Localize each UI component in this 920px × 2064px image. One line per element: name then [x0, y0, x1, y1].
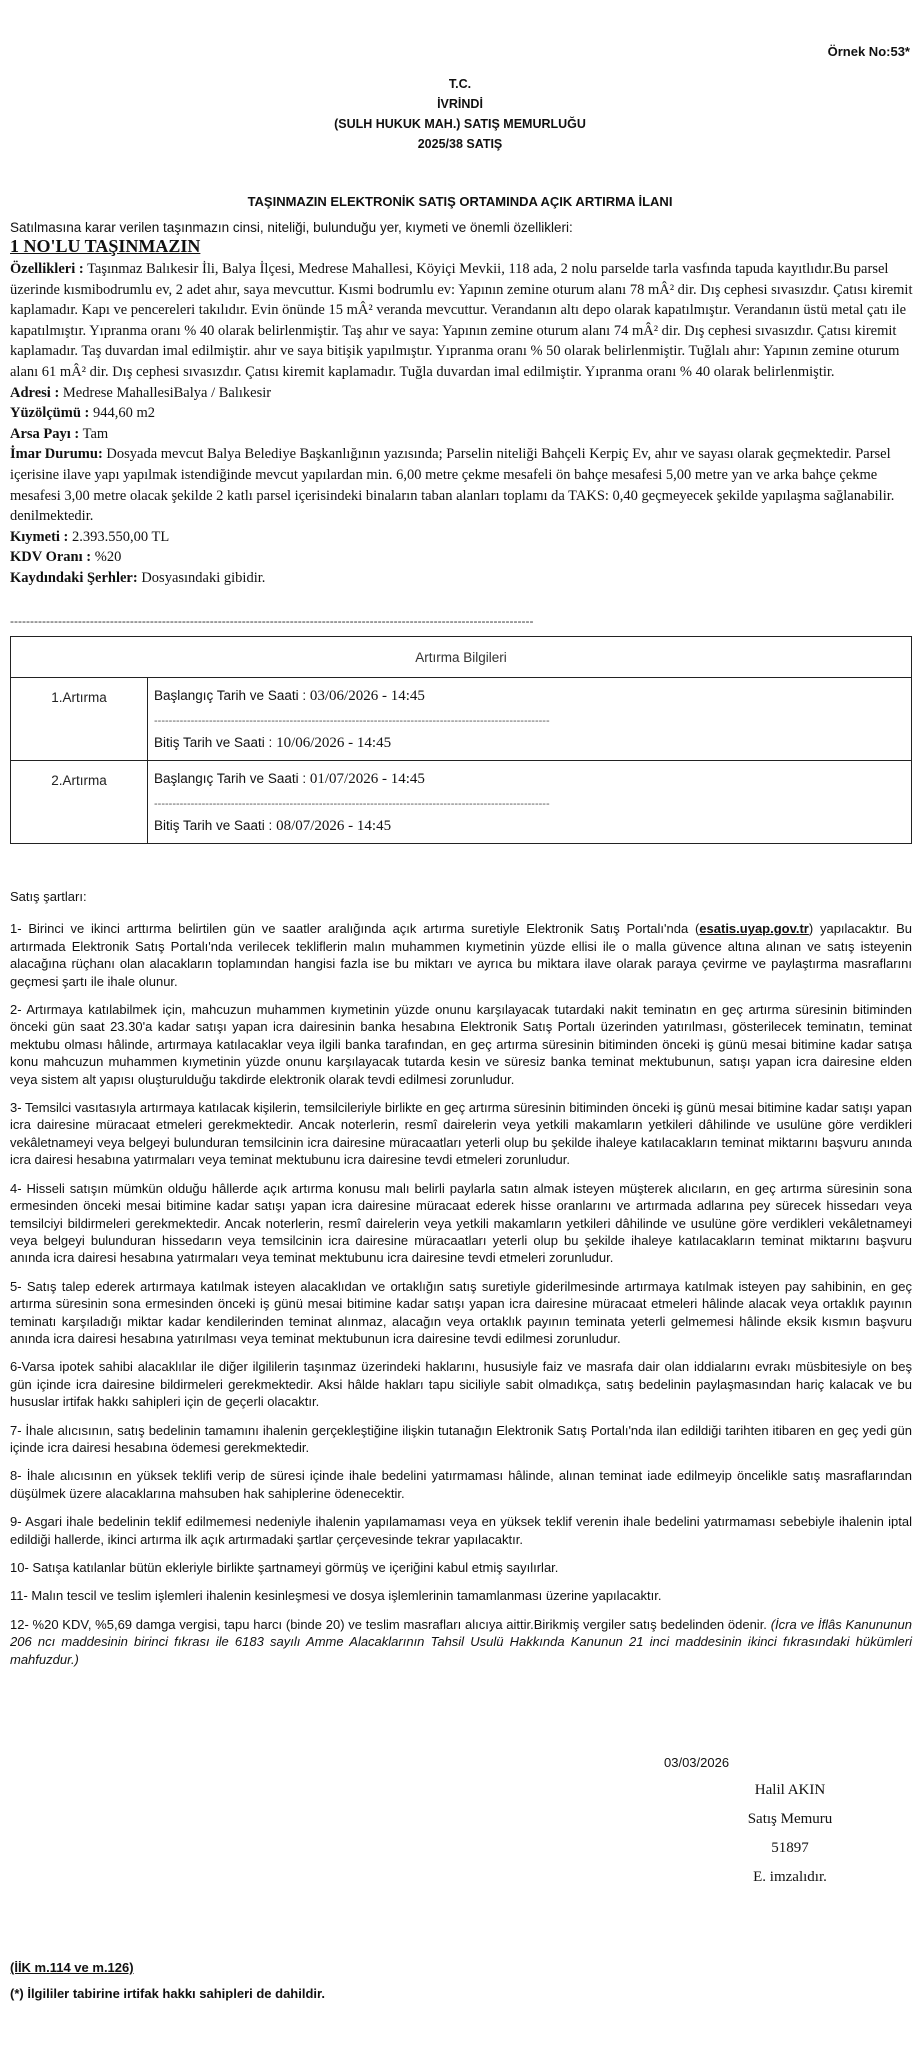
auction-table-header: Artırma Bilgileri: [11, 637, 912, 678]
property-annotations: [10, 568, 916, 589]
header-district: İVRİNDİ: [437, 97, 483, 111]
features-label: Özellikleri :: [10, 261, 84, 277]
signature-block: [690, 1776, 890, 1892]
address-label: Adresi :: [10, 384, 60, 401]
document-header: [10, 74, 910, 154]
term-4: 4- Hisseli satışın mümkün olduğu hâllerde açık artırma konusu malı belirli paylarla satın almak isteyen müşterek alıcıların, en geç artırma süresinin sona ermesinden önceki mesai bitimine kadar satışı yapan icra dairesine müracaat ederek hisse oranlarını ve artırmada adlarına pey sürecek hissedarı veya temsilciyi bildirmeleri gerekmektedir. Ancak noterlerin, resmî dairelerin veya yetkili makamların yetkileri dâhilinde ve usulüne göre verdikleri vekâletnameyi veya belgeyi bulunduran hissedarın veya temsilcinin icra dairesine müracaatları yeterli olup bu şekilde ihaleye katılacakların teminat miktarını başvuru anında icra dairesi hesabına yatırmaları veya teminat mektubunu icra dairesine tevdi etmeleri zorunludur.: [10, 1180, 912, 1266]
area-value: 944,60 m2: [92, 405, 156, 422]
term-7: 7- İhale alıcısının, satış bedelinin tamamını ihalenin gerçekleştiğine ilişkin tutanağın Elektronik Satış Portalı'nda ilan edildiği tarihten itibaren en geç yedi gün içinde icra dairesi hesabına ödemesi gerekmektedir.: [10, 1422, 912, 1455]
auction-row-2: [11, 761, 912, 844]
auction-end: [154, 735, 905, 752]
term-1-pre: 1- Birinci ve ikinci arttırma belirtilen gün ve saatler aralığında açık artırma suretiyle Elektronik Satış Portalı'nda (: [10, 921, 700, 937]
header-office: (SULH HUKUK MAH.) SATIŞ MEMURLUĞU: [334, 117, 586, 131]
auction-table: [10, 636, 912, 844]
signature-date: 03/03/2026: [664, 1755, 730, 1770]
start-label: Başlangıç Tarih ve Saati :: [154, 688, 307, 703]
auction-dates: [148, 678, 912, 761]
share-label: Arsa Payı :: [10, 425, 80, 442]
features-value: Taşınmaz Balıkesir İli, Balya İlçesi, Medrese Mahallesi, Köyiçi Mevkii, 118 ada, 2 nolu parselde tarla vasfında tapuda kayıtlıdır.Bu parsel üzerinde kısmibodrumlu ev, 2 adet ahır, saya mevcuttur. Kısmi bodrumlu ev: Yapının zemine oturum alanı 78 mÂ² dir. Dış cephesi sıvasızdır. Çatısı kiremit kaplamadır. Kapı ve pencereleri takılıdır. Evin önünde 15 mÂ² veranda mevcuttur. Verandanın altı depo olarak kapatılmıştır. Verandanın üstü metal çatı ile kapatılmıştır. Yıpranma oranı % 40 olarak belirlenmiştir. Taş ahır ve saya: Yapının zemine oturum alanı 74 mÂ² dir. Dış cephesi sıvasızdır. Çatısı kiremit kaplamadır. Taş duvardan imal edilmiştir. ahır ve saya bitişik yapılmıştır. Yıpranma oranı % 50 olarak belirlenmiştir. Tuğlalı ahır: Yapının zemine oturum alanı 61 mÂ² dir. Dış cephesi sıvasızdır. Çatısı kiremit kaplamadır. Tuğla duvardan imal edilmiştir. Yıpranma oranı % 40 olarak belirlenmiştir.: [10, 261, 913, 380]
end-value: 10/06/2026 - 14:45: [276, 735, 392, 751]
lot-title: 1 NO'LU TAŞINMAZIN: [10, 236, 201, 256]
term-1: [10, 920, 912, 990]
signer-name: Halil AKIN: [754, 1782, 826, 1798]
term-5: 5- Satış talep ederek artırmaya katılmak isteyen alacaklıdan ve ortaklığın satış suretiyle giderilmesinde artırmaya katılmak isteyen pay sahibinin, en geç artırma süresinin sona ermesinden önceki iş günü mesai bitimine kadar satışı yapan icra dairesine müracaat etmeleri hâlinde alacak veya ortaklık payının teminatı karşıladığı miktar kadar kendilerinden teminat alınmaz, alacağın veya ortaklık payının teminata yeterli gelmemesi hâlinde eksik kısmın başvuru anında icra dairesi hesabına yatırılması veya teminat mektubunun icra dairesine tevdi edilmesi zorunludur.: [10, 1278, 912, 1346]
annotations-value: Dosyasındaki gibidir.: [141, 569, 266, 586]
row-separator: ------------------------------------------------------------------------------------------------------------: [154, 715, 550, 727]
vat-value: %20: [94, 549, 122, 566]
property-share: [10, 424, 916, 445]
annotations-label: Kaydındaki Şerhler:: [10, 569, 138, 586]
term-12-note: (İcra ve İflâs Kanununun 206 ncı maddesinin birinci fıkrası ile 6183 sayılı Amme Alacaklarının Tahsil Usulü Hakkında Kanunun 21 inci maddesinin ikinci fıkrasındaki hükümleri mahfuzdur.): [10, 1616, 912, 1667]
term-8: 8- İhale alıcısının en yüksek teklifi verip de süresi içinde ihale bedelini yatırmaması hâlinde, alınan teminat iade edilmeyip öncelikle satış masraflarından düşülmek üzere alacaklarına mahsuben hak sahiplerine ödenecektir.: [10, 1468, 912, 1501]
header-tc: T.C.: [448, 77, 472, 91]
address-value: Medrese MahallesiBalya / Balıkesir: [62, 384, 272, 401]
sale-terms: [10, 888, 912, 1679]
property-area: [10, 403, 916, 424]
signer-number: 51897: [771, 1840, 809, 1856]
e-signature-note: E. imzalıdır.: [753, 1869, 827, 1885]
auction-label: 2.Artırma: [11, 761, 148, 844]
term-11: 11- Malın tescil ve teslim işlemleri ihalenin kesinleşmesi ve dosya işlemlerinin tamamlanması üzerine yapılacaktır.: [10, 1588, 662, 1604]
property-details: [10, 259, 916, 589]
end-label: Bitiş Tarih ve Saati :: [154, 735, 273, 750]
value-amount: 2.393.550,00 TL: [72, 528, 170, 545]
row-separator: ------------------------------------------------------------------------------------------------------------: [154, 798, 550, 810]
property-address: [10, 383, 916, 404]
zoning-label: İmar Durumu:: [10, 446, 103, 463]
value-label: Kıymeti :: [10, 528, 69, 545]
sample-number: Örnek No:53*: [827, 44, 910, 59]
property-features: [10, 259, 916, 383]
signer-title: Satış Memuru: [747, 1811, 833, 1827]
term-12-text: 12- %20 KDV, %5,69 damga vergisi, tapu harcı (binde 20) ve teslim masrafları alıcıya aittir.Birikmiş vergiler satış bedelinden ödenir.: [10, 1616, 767, 1632]
header-file-number: 2025/38 SATIŞ: [417, 137, 503, 151]
share-value: Tam: [82, 425, 109, 442]
end-label: Bitiş Tarih ve Saati :: [154, 818, 273, 833]
footnote: (*) İlgililer tabirine irtifak hakkı sahipleri de dahildir.: [10, 1986, 325, 2001]
term-3: 3- Temsilci vasıtasıyla artırmaya katılacak kişilerin, temsilcileriyle birlikte en geç artırma süresinin bitiminden önceki iş günü mesai bitimine kadar satışı yapan icra dairesine müracaat etmeleri gerekmektedir. Ancak noterlerin, resmî dairelerin veya yetkili makamların yetkileri dâhilinde ve usulüne göre verdikleri vekâletnameyi veya belgeyi bulunduran temsilcinin icra dairesine müracaatları yeterli olup bu şekilde ihaleye katılacakların teminat miktarını başvuru anında icra dairesi hesabına yatırmaları veya teminat mektubunu icra dairesine tevdi etmeleri zorunludur.: [10, 1100, 912, 1168]
start-value: 03/06/2026 - 14:45: [309, 688, 425, 704]
area-label: Yüzölçümü :: [10, 405, 90, 422]
auction-dates: [148, 761, 912, 844]
auction-end: [154, 818, 905, 835]
term-12: [10, 1616, 912, 1668]
term-2: 2- Artırmaya katılabilmek için, mahcuzun muhammen kıymetinin yüzde onunu karşılayacak tutardaki nakit teminatın en geç artırma süresinin bitiminden önceki gün saat 23.30'a kadar satışı yapan icra dairesinin banka hesabına Elektronik Satış Portalı üzerinden yatırılması, gösterilecek teminatın, teminat mektubu olması hâlinde, artırmaya katılacaklar veya ilgili banka tarafından, en geç artırma süresinin bitiminden önceki iş günü mesai bitimine kadar satışa konu mahcuzun muhammen kıymetinin yüzde onunu karşılayacak tutarda kesin ve süresiz banka teminat mektubunun, satışı yapan icra dairesine elden veya sistem alt yapısı oluşturulduğu takdirde elektronik olarak tevdi edilmesi zorunludur.: [10, 1002, 912, 1087]
zoning-value: Dosyada mevcut Balya Belediye Başkanlığının yazısında; Parselin niteliği Bahçeli Kerpiç Ev, ahır ve sayası olarak geçmektedir. Parsel içerisine ilave yapı yapılmak istendiğinde mevcut yapılardan min. 6,00 metre çekme mesafeli ön bahçe mesafesi 5,00 metre yan ve arka bahçe çekme mesafesi 3,00 metre olacak şekilde 2 katlı parsel içerisindeki binaların taban alanları toplamı da TAKS: 0,40 geçmeyecek şekilde yapılaşma sağlanabilir. denilmektedir.: [10, 446, 895, 525]
announcement-title: TAŞINMAZIN ELEKTRONİK SATIŞ ORTAMINDA AÇIK ARTIRMA İLANI: [247, 194, 673, 209]
term-6: 6-Varsa ipotek sahibi alacaklılar ile diğer ilgililerin taşınmaz üzerindeki haklarını, hususiyle faiz ve masrafa dair olan iddialarını evrakı müsbitesiyle on beş gün içinde icra dairesine bildirmeleri gerekmektedir. Aksi hâlde hakları tapu siciliyle sabit olmadıkça, satış bedelinin paylaşmasından hariç kalacak ve bu hususlar irtifak hakkı sahipleri için de geçerli olacaktır.: [10, 1359, 912, 1410]
auction-label: 1.Artırma: [11, 678, 148, 761]
term-1-post: ) yapılacaktır. Bu artırmada Elektronik Satış Portalı'nda verilecek tekliflerin malın muhammen kıymetinin yüzde ellisi ile o malla güvence altına alınan ve satış isteyenin alacağına rüçhanı olan alacakların toplamından hangisi fazla ise bu miktarı ve ayrıca bu miktara ilave olarak paraya çevirme ve paylaştırma masraflarını geçmesi şartı ile ihale olunur.: [10, 921, 912, 989]
separator-line: -----------------------------------------------------------------------------------------------------------------------------------: [10, 614, 534, 628]
term-9: 9- Asgari ihale bedelinin teklif edilmemesi nedeniyle ihalenin yapılamaması veya en yüksek teklif verenin ihale bedelini yatırmaması sebebiyle ihalenin iptal edildiği hallerde, ikinci artırma ilk açık artırmadaki şartlar çerçevesinde tekrar yapılacaktır.: [10, 1514, 912, 1547]
end-value: 08/07/2026 - 14:45: [276, 818, 392, 834]
start-value: 01/07/2026 - 14:45: [309, 771, 425, 787]
auction-row-1: [11, 678, 912, 761]
terms-title: Satış şartları:: [10, 889, 87, 904]
auction-start: [154, 688, 905, 705]
start-label: Başlangıç Tarih ve Saati :: [154, 771, 307, 786]
law-reference: (İİK m.114 ve m.126): [10, 1960, 134, 1975]
auction-start: [154, 771, 905, 788]
vat-label: KDV Oranı :: [10, 549, 92, 566]
intro-text: Satılmasına karar verilen taşınmazın cinsi, niteliği, bulunduğu yer, kıymeti ve önemli özellikleri:: [10, 220, 573, 235]
property-vat: [10, 547, 916, 568]
term-10: 10- Satışa katılanlar bütün ekleriyle birlikte şartnameyi görmüş ve içeriğini kabul etmiş sayılırlar.: [10, 1560, 559, 1575]
property-zoning: [10, 444, 916, 526]
esatis-link[interactable]: esatis.uyap.gov.tr: [699, 921, 809, 937]
property-value: [10, 527, 916, 548]
